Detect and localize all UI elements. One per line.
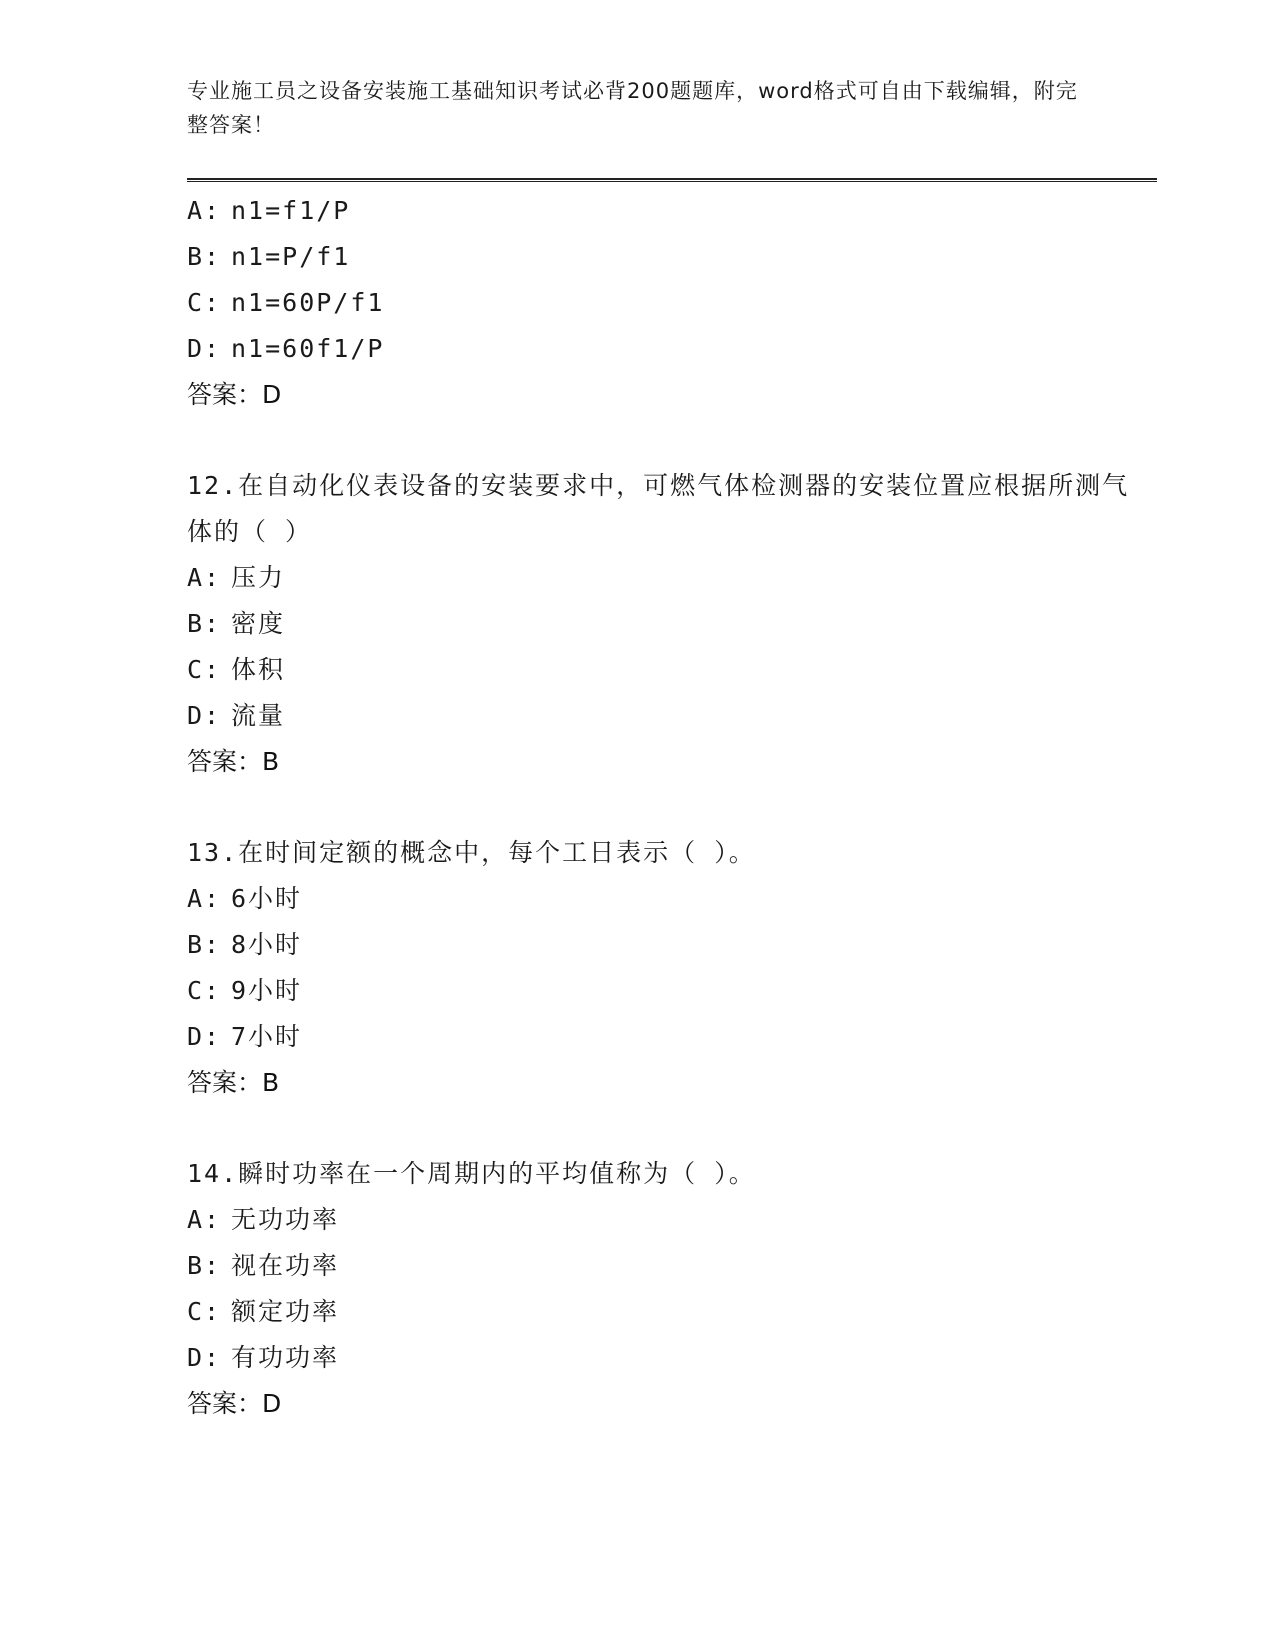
question-13 xyxy=(187,830,1147,1106)
question-12 xyxy=(187,463,1147,785)
option-label: A: xyxy=(187,563,222,592)
option-b xyxy=(187,1243,1147,1289)
document-header xyxy=(187,74,1087,142)
option-a xyxy=(187,876,1147,922)
option-b xyxy=(187,922,1147,968)
answer-line: 答案：D xyxy=(187,380,282,409)
option-label: B: xyxy=(187,1251,222,1280)
option-label: A: xyxy=(187,884,222,913)
question-list xyxy=(187,188,1147,1472)
option-label: D: xyxy=(187,1022,222,1051)
header-divider xyxy=(187,178,1157,182)
option-d xyxy=(187,1014,1147,1060)
option-label: C: xyxy=(187,655,222,684)
option-text: 额定功率 xyxy=(231,1297,340,1326)
option-c xyxy=(187,647,1147,693)
option-label: D: xyxy=(187,334,222,363)
option-text: 8小时 xyxy=(231,930,303,959)
option-label: C: xyxy=(187,976,222,1005)
answer-line: 答案：B xyxy=(187,1068,280,1097)
option-d xyxy=(187,693,1147,739)
option-d xyxy=(187,326,1147,372)
option-text: 无功功率 xyxy=(231,1205,340,1234)
question-stem: 13.在时间定额的概念中，每个工日表示（ ）。 xyxy=(187,838,756,867)
option-text: n1=60f1/P xyxy=(231,334,385,363)
option-label: D: xyxy=(187,701,222,730)
option-text: 流量 xyxy=(231,701,286,730)
option-label: B: xyxy=(187,242,222,271)
option-text: 压力 xyxy=(231,563,286,592)
option-text: 6小时 xyxy=(231,884,303,913)
option-d xyxy=(187,1335,1147,1381)
option-text: n1=P/f1 xyxy=(231,242,351,271)
option-text: 9小时 xyxy=(231,976,303,1005)
option-text: 密度 xyxy=(231,609,286,638)
option-text: 有功功率 xyxy=(231,1343,340,1372)
option-label: D: xyxy=(187,1343,222,1372)
option-label: B: xyxy=(187,930,222,959)
question-14 xyxy=(187,1151,1147,1427)
answer-line: 答案：D xyxy=(187,1389,282,1418)
option-a xyxy=(187,555,1147,601)
option-label: B: xyxy=(187,609,222,638)
option-text: 体积 xyxy=(231,655,286,684)
option-a xyxy=(187,1197,1147,1243)
option-text: 视在功率 xyxy=(231,1251,340,1280)
option-c xyxy=(187,1289,1147,1335)
question-stem: 14.瞬时功率在一个周期内的平均值称为（ ）。 xyxy=(187,1159,756,1188)
question-stem: 12.在自动化仪表设备的安装要求中，可燃气体检测器的安装位置应根据所测气体的（ ） xyxy=(187,471,1130,546)
option-text: n1=60P/f1 xyxy=(231,288,385,317)
option-b xyxy=(187,234,1147,280)
option-label: C: xyxy=(187,288,222,317)
option-label: A: xyxy=(187,1205,222,1234)
question-11 xyxy=(187,188,1147,418)
option-label: A: xyxy=(187,196,222,225)
option-b xyxy=(187,601,1147,647)
answer-line: 答案：B xyxy=(187,747,280,776)
option-c xyxy=(187,968,1147,1014)
option-c xyxy=(187,280,1147,326)
option-a xyxy=(187,188,1147,234)
document-title: 专业施工员之设备安装施工基础知识考试必背200题题库，word格式可自由下载编辑，附完整答案！ xyxy=(187,79,1078,137)
option-text: 7小时 xyxy=(231,1022,303,1051)
option-label: C: xyxy=(187,1297,222,1326)
option-text: n1=f1/P xyxy=(231,196,351,225)
